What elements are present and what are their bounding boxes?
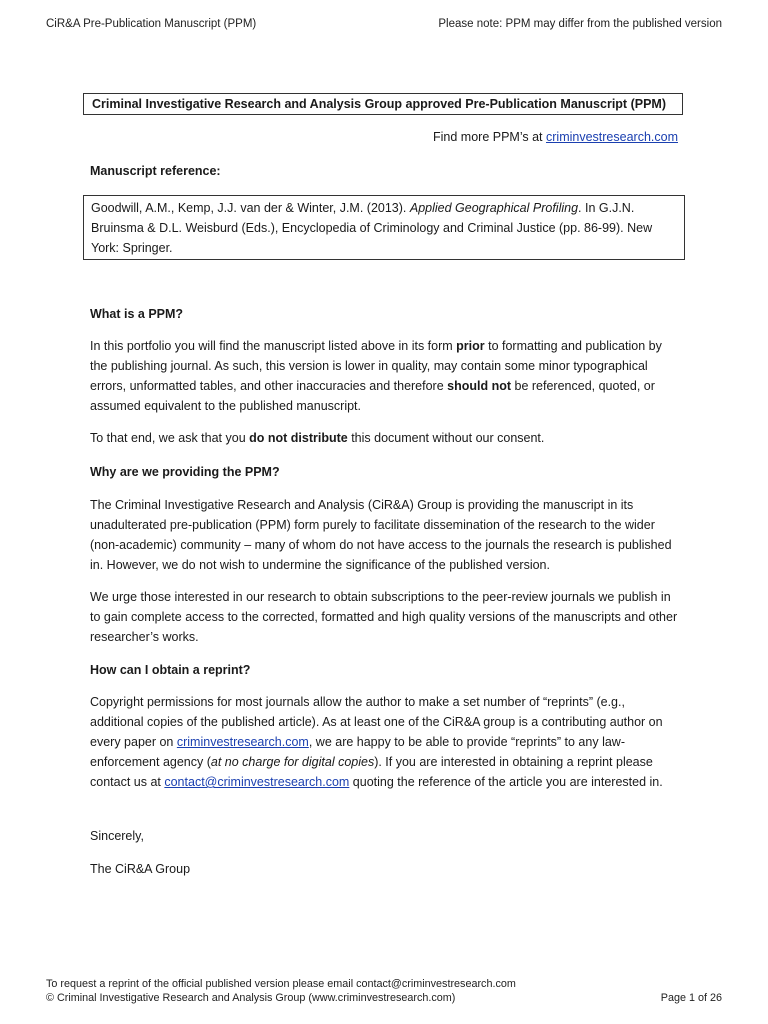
text-segment: To that end, we ask that you — [90, 431, 250, 445]
text-segment: to formatting and publication by the publishing journal. As such, this version is lower in quality, may contain some minor typographical errors, unformatted tables, and other inaccuracies and therefore — [90, 339, 662, 393]
page-header-left: CiR&A Pre-Publication Manuscript (PPM) — [46, 18, 257, 30]
page-header-right: Please note: PPM may differ from the published version — [438, 18, 722, 30]
why-provide-heading: Why are we providing the PPM? — [90, 465, 280, 479]
text-segment: Copyright permissions for most journals allow the author to make a set number of “reprints” (e.g., additional copies of the published article). As at least one of the CiR&A group is a contributing author on every paper on — [90, 695, 663, 749]
footer-line-2: © Criminal Investigative Research and Analysis Group (www.criminvestresearch.com) — [46, 992, 456, 1004]
reprint-heading: How can I obtain a reprint? — [90, 663, 251, 677]
paragraph-text: We urge those interested in our research to obtain subscriptions to the peer-review journals we publish in to gain complete access to the corrected, formatted and high quality versions of the manuscripts and other researcher’s works. — [90, 590, 678, 644]
why-provide-paragraph-2 — [90, 587, 680, 647]
text-bold-do-not-distribute: do not distribute — [249, 431, 348, 445]
text-segment: ). If you are interested in obtaining a reprint please contact us at — [90, 755, 653, 789]
why-provide-paragraph-1 — [90, 495, 680, 575]
footer-line-1: To request a reprint of the official published version please email contact@criminvestresearch.com — [46, 978, 516, 990]
reference-part2: . In G.J.N. Bruinsma & D.L. Weisburd (Eds.), Encyclopedia of Criminology and Criminal Justice (pp. 86-99). New York: Springer. — [91, 201, 653, 255]
text-bold-prior: prior — [456, 339, 485, 353]
closing-signature: The CiR&A Group — [90, 862, 191, 876]
reprint-paragraph — [90, 692, 680, 792]
what-is-ppm-heading: What is a PPM? — [90, 307, 184, 321]
closing-sincerely: Sincerely, — [90, 829, 144, 843]
paragraph-text: The Criminal Investigative Research and Analysis (CiR&A) Group is providing the manuscript in its unadulterated pre-publication (PPM) form purely to facilitate dissemination of the research to the wider (non-academic) community – many of whom do not have access to the journals the research is published in. However, we do not wish to undermine the significance of the published version. — [90, 498, 672, 572]
what-is-ppm-paragraph-2 — [90, 428, 680, 448]
text-segment: quoting the reference of the article you are interested in. — [349, 775, 663, 789]
text-segment: be referenced, quoted, or assumed equivalent to the published manuscript. — [90, 379, 655, 413]
title-box: Criminal Investigative Research and Analysis Group approved Pre-Publication Manuscript (PPM) — [83, 93, 683, 115]
find-more-line — [433, 130, 678, 144]
reference-box — [83, 195, 685, 260]
what-is-ppm-paragraph-1 — [90, 336, 680, 416]
find-more-link[interactable]: criminvestresearch.com — [546, 130, 678, 144]
text-italic: at no charge for digital copies — [210, 755, 375, 769]
text-segment: , we are happy to be able to provide “reprints” to any law-enforcement agency ( — [90, 735, 625, 769]
text-segment: In this portfolio you will find the manuscript listed above in its form — [90, 339, 457, 353]
find-more-prefix: Find more PPM’s at — [433, 130, 547, 144]
reference-part1: Goodwill, A.M., Kemp, J.J. van der & Winter, J.M. (2013). — [91, 201, 410, 215]
email-link[interactable]: contact@criminvestresearch.com — [164, 775, 350, 789]
reference-title: Applied Geographical Profiling — [409, 201, 579, 215]
manuscript-reference-heading: Manuscript reference: — [90, 164, 221, 178]
website-link[interactable]: criminvestresearch.com — [176, 735, 309, 749]
text-bold-should-not: should not — [447, 379, 512, 393]
text-segment: this document without our consent. — [347, 431, 545, 445]
page-number: Page 1 of 26 — [660, 992, 722, 1004]
